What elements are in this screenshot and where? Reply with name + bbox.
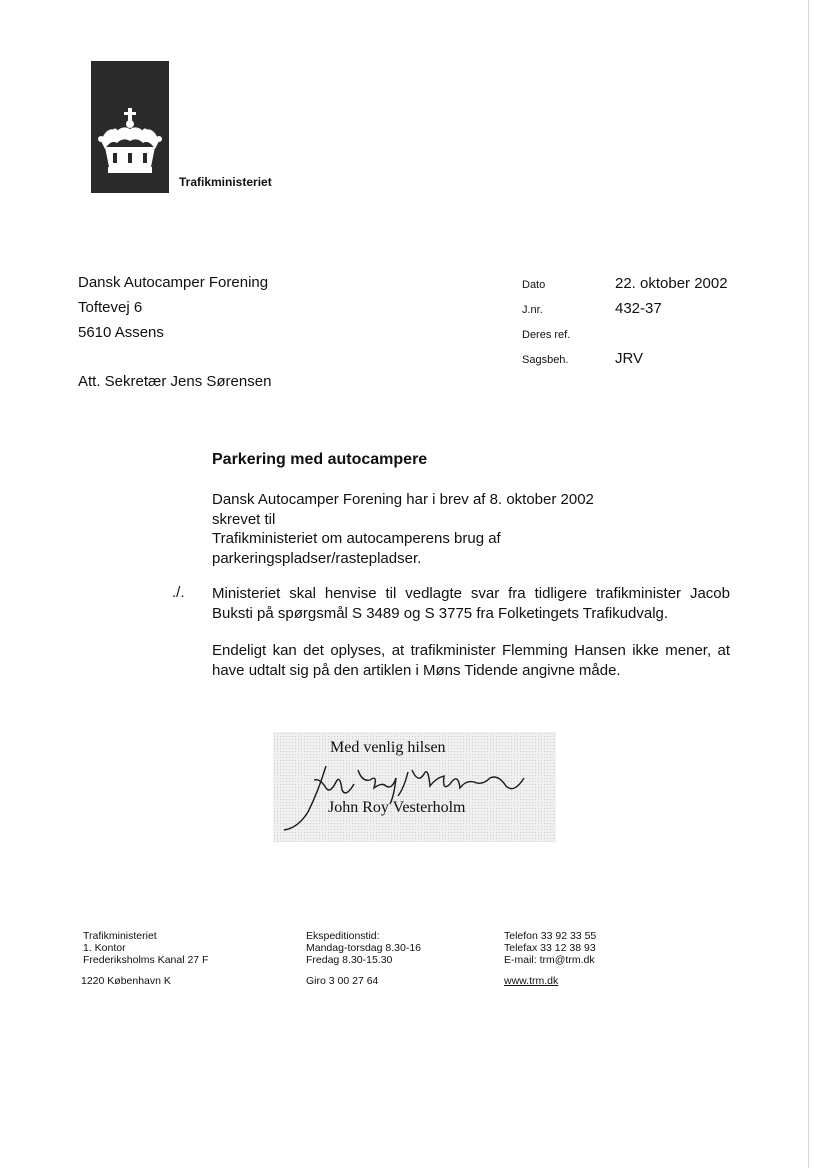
- signature-greeting: Med venlig hilsen: [330, 739, 446, 756]
- case-value: JRV: [615, 350, 644, 367]
- recipient-name: Dansk Autocamper Forening: [78, 274, 269, 291]
- date-value: 22. oktober 2002: [615, 275, 728, 292]
- jnr-value: 432-37: [615, 300, 662, 317]
- crown-icon: [91, 61, 169, 193]
- body-p1-line-1: Dansk Autocamper Forening har i brev af 8. oktober 2002: [212, 491, 594, 508]
- body-p1-line-3: Trafikministeriet om autocamperens brug af: [212, 530, 501, 547]
- recipient-street: Toftevej 6: [78, 299, 143, 316]
- letterhead-organization: Trafikministeriet: [179, 175, 272, 189]
- footer-address-line-1: Trafikministeriet: [83, 930, 157, 942]
- letter-subject: Parkering med autocampere: [212, 451, 428, 468]
- recipient-city: 5610 Assens: [78, 324, 164, 341]
- footer-address-line-4: 1220 København K: [81, 975, 171, 987]
- body-p1-line-4: parkeringspladser/rastepladser.: [212, 549, 422, 567]
- handwritten-signature: [278, 752, 568, 832]
- signatory-name: John Roy Vesterholm: [328, 799, 466, 816]
- footer-website-link[interactable]: www.trm.dk: [504, 975, 559, 987]
- footer-giro: Giro 3 00 27 64: [306, 975, 379, 987]
- footer-address-line-3: Frederiksholms Kanal 27 F: [83, 954, 209, 966]
- body-paragraph-1: [212, 490, 632, 568]
- case-label: Sagsbeh.: [522, 354, 569, 366]
- footer-hours-line-1: Ekspeditionstid:: [306, 930, 380, 942]
- footer-fax: Telefax 33 12 38 93: [504, 942, 596, 954]
- footer-hours-line-2: Mandag-torsdag 8.30-16: [306, 942, 421, 954]
- jnr-label: J.nr.: [522, 304, 543, 316]
- footer-contact: [504, 930, 596, 966]
- body-paragraph-3: Endeligt kan det oplyses, at trafikminister Flemming Hansen ikke mener, at have udtalt sig på den artiklen i Møns Tidende angivne måde.: [212, 642, 730, 679]
- footer-hours: [306, 930, 421, 966]
- ref-label: Deres ref.: [522, 329, 571, 341]
- footer-phone: Telefon 33 92 33 55: [504, 930, 597, 942]
- footer-address-line-2: 1. Kontor: [83, 942, 126, 954]
- body-paragraph-2: Ministeriet skal henvise til vedlagte svar fra tidligere trafikminister Jacob Buksti på spørgsmål S 3489 og S 3775 fra Folketingets Trafikudvalg.: [212, 585, 730, 622]
- date-label: Dato: [522, 279, 546, 291]
- attention-line: Att. Sekretær Jens Sørensen: [78, 373, 272, 390]
- footer-email: E-mail: trm@trm.dk: [504, 954, 595, 966]
- footer-hours-line-3: Fredag 8.30-15.30: [306, 954, 393, 966]
- body-p1-line-2: skrevet til: [212, 510, 276, 528]
- enclosure-marker: ./.: [172, 584, 185, 601]
- scan-edge-line: [808, 0, 809, 1168]
- footer-address: [83, 930, 208, 966]
